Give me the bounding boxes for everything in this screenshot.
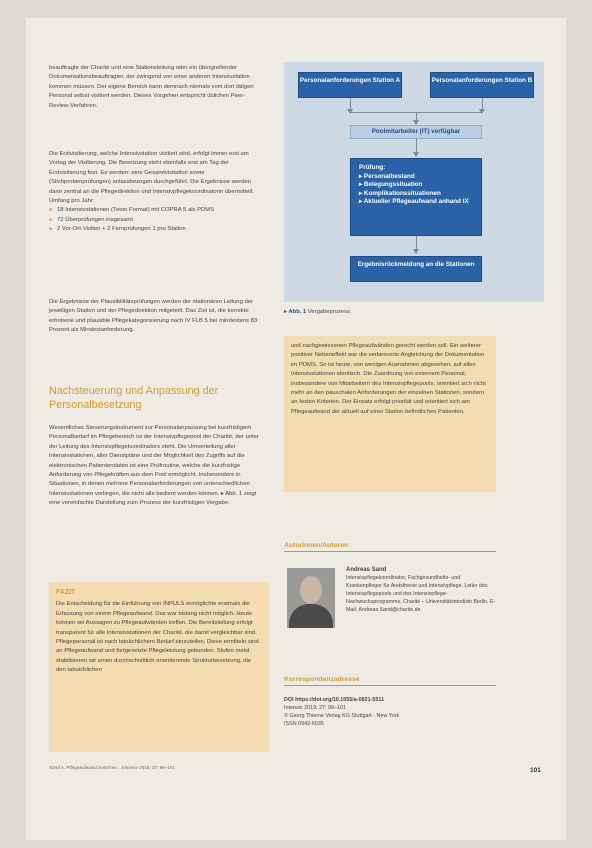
continued-box <box>284 336 496 492</box>
author-heading: Autorinnen/Autoren <box>284 542 496 552</box>
arrow-connector <box>416 139 417 155</box>
fazit-heading: FAZIT <box>56 589 76 596</box>
figure-caption-label: Abb. 1 <box>288 309 307 315</box>
arrow-connector <box>416 112 417 123</box>
figure-box-check <box>350 158 482 236</box>
author-photo <box>287 568 335 628</box>
arrow-connector <box>416 236 417 252</box>
figure-box-pool: Poolmitarbeiter (IT) verfügbar <box>350 125 482 139</box>
citation-line: Intensiv 2019; 27: 99–101 <box>284 705 347 711</box>
paragraph-text: Die Ergebnisse der Plausibilitätsprüfungen werden der stationären Leitung der jeweiligen Station und der Pflegedirektion mitgeteilt. Das Ziel ist, die korrekte erhobene und plausible Pflegekategorisierung nach IV FLB 5 bei mindestens 83 Prozent als Mindestanforderung. <box>49 299 258 334</box>
process-figure <box>284 62 544 302</box>
section-heading: Nachsteuerung und Anpassung der Personalbesetzung <box>49 385 219 411</box>
continued-text: und nachgewiesenen Pflegeaufwänden gerecht werden soll. Ein weiterer positiver Nebeneffekt war die verbesserte Angleichung der Dokumentation im PDMS. So ist heute, von wenigen Ausnahmen abgesehen, auf allen Intensivstationen identisch. Die Zuordnung von externem Personal, insbesondere von Mitarbeitern des Intensivpflegepools, orientiert sich nicht mehr an den pauschalen Anforderungen der einzelnen Stationen, sondern an festen Kriterien. Der Einsatz erfolgt priorität und orientiert sich am Pflegeaufwand der aktuell auf einer Station befindlichen Patienten. <box>291 343 486 415</box>
bullet-item: ■ 2 Vor-Ort-Visiten + 2 Fernprüfungen 1 pro Station <box>49 225 265 234</box>
author-block <box>346 566 496 614</box>
figure-caption: ▸ Abb. 1 Vergabeprozess. <box>284 309 352 315</box>
citation-line: DOI https://doi.org/10.1055/a-0821-5511 <box>284 697 385 703</box>
body-paragraph-2 <box>49 150 265 235</box>
body-paragraph-4 <box>49 424 265 509</box>
body-paragraph-3 <box>49 298 265 336</box>
paragraph-text: Wesentliches Steuerungsinstrument zur Personalanpassung bei kurzfristigem Personalbedarf im Pflegebereich ist der Intensivpflegepool der Charité, der unter der Leitung des Intensivpflegekoordinators steht. Die Umverteilung aller Intensivstationen, aller Dienstpläne und der Möglichkeit des Zugriffs auf die elektronischen Patientendaten ist eine Prüfroutine, welche die kurzfristige Anforderung von Pflegekräften aus dem Pool ermöglicht. Insbesondere in Situationen, in denen mehrere Personalanforderungen von unterschiedlichen Intensivstationen vorliegen, die nicht alle bedient werden können. ▸ Abb. 1 zeigt eine vereinfachte Darstellung zum Prozess der kurzfristigen Vergabe. <box>49 425 259 507</box>
paragraph-text: Die Erstvisitierung, welche Intensivstation visitiert wird, erfolgt immer erst am Vortag der Visitierung. Die Besetzung steht ebenfalls erst am Tag der Erstvisitierung fest. Es werden: eine Gesamtvisitation sowie (Stichprobenprüfungen) anlassbezogen durchgeführt. Die Ergebnisse werden dann zentral an die Pflegedirektion und Intensivpflegekoordinatorin übermittelt. Umfang pro Jahr: <box>49 151 254 205</box>
check-item: ▸ Komplikationssituationen <box>359 189 441 197</box>
bullet-list <box>49 206 265 234</box>
bullet-item: ■ 72 Überprüfungen insgesamt <box>49 216 265 225</box>
fazit-box <box>49 582 269 752</box>
citation-heading: Korrespondenzadresse <box>284 676 496 686</box>
paragraph-text: beauftragte der Charité und eine Stationsleitung oder ein übergreifender Dokumentationsbeauftragter, der zwingend von einer anderen Intensivstation kommen müssen. Der eigene Bereich kann demnach niemals vom dort tätigen Personal selbst visitiert werden. Dieses Vorgehen entspricht üblichen Peer-Review-Verfahren. <box>49 65 254 109</box>
check-item: ▸ Belegungssituation <box>359 181 423 188</box>
page-number: 101 <box>530 767 541 774</box>
citation-line: © Georg Thieme Verlag KG Stuttgart · New York <box>284 713 400 719</box>
arrow-connector <box>482 98 483 112</box>
citation-block <box>284 696 496 728</box>
bullet-item: ■ 18 Intensivstationen (Teton Format) mit COPRA 5 als PDMS <box>49 206 265 215</box>
author-name: Andreas Sand <box>346 567 387 573</box>
check-item: ▸ Personalbestand <box>359 172 415 180</box>
figure-caption-text: Vergabeprozess. <box>307 309 352 315</box>
fazit-text: Die Entscheidung für die Einführung von INPULS ermöglichte erstmals die Erfassung von einem Pflegeaufwand. Das war bislang nicht möglich. Heute können wir Aussagen zu Pflegeaufwänden treffen. Die Bereitstellung erfolgt transparent für alle Intensivstationen der Charité, die damit vergleichbar sind. Pflegepersonal ist nach tatsächlichem Bedarf einzuteilen. Diese ermitteln sind an Pflegeaufwand und fortgesetzte Pflegeleistung gebunden. Stufen meist stabilisieren wir einen durchschnittlich orientierende Strukturbesetzung, die den tatsächlichen <box>56 601 259 674</box>
check-title: Prüfung: <box>359 164 386 171</box>
figure-box-station-a: Personalanforderungen Station A <box>298 72 402 98</box>
check-item: ▸ Aktueller Pflegeaufwand anhand IX <box>359 198 469 205</box>
citation-line: ISSN 0942-6035 <box>284 721 324 727</box>
figure-box-result: Ergebnisrückmeldung an die Stationen <box>350 256 482 282</box>
author-bio: Intensivpflegekoordinator, Fachgesundheits- und Krankenpfleger für Anästhesie und Intensivpflege, Leiter des Intensivpflegepools und des Intensivpflege-Nachwuchsprogramms, Charité – Universitätsmedizin Berlin. E-Mail: Andreas.Sand@charite.de <box>346 575 496 613</box>
running-footer: Sand A. Pflegeaufwand zwischen ...Intensiv 2019; 27: 99–101 <box>49 765 175 770</box>
body-paragraph-1 <box>49 64 265 111</box>
arrow-connector <box>350 98 351 112</box>
figure-box-station-b: Personalanforderungen Station B <box>430 72 534 98</box>
